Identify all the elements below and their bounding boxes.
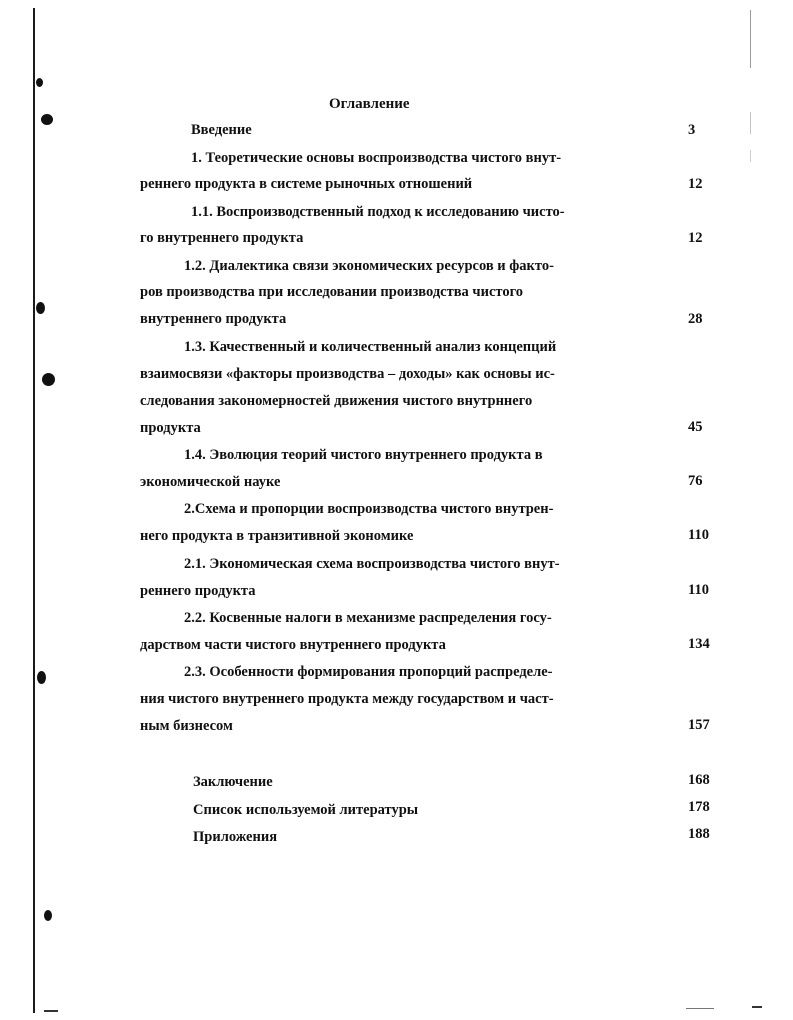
toc-s14-page: 76: [688, 473, 703, 489]
toc-s23-line2[interactable]: ния чистого внутреннего продукта между государством и част-: [140, 691, 554, 707]
toc-s12-page: 28: [688, 311, 703, 327]
scan-right-line: [750, 150, 751, 162]
toc-s13-line3[interactable]: следования закономерностей движения чистого внутрннего: [140, 393, 533, 409]
toc-references-label[interactable]: Список используемой литературы: [193, 802, 419, 818]
scan-blot: [36, 302, 45, 314]
toc-s13-line4[interactable]: продукта: [140, 420, 201, 436]
scan-margin-line: [33, 8, 35, 1013]
scan-dash: [752, 1006, 762, 1008]
toc-s23-line1[interactable]: 2.3. Особенности формирования пропорций распределе-: [184, 664, 553, 680]
toc-s21-line2[interactable]: реннего продукта: [140, 583, 256, 599]
scan-blot: [42, 373, 55, 386]
toc-ch2-line1[interactable]: 2.Схема и пропорции воспроизводства чистого внутрен-: [184, 501, 554, 517]
toc-appendices-label[interactable]: Приложения: [193, 829, 278, 845]
toc-ch1-line2[interactable]: реннего продукта в системе рыночных отношений: [140, 176, 473, 192]
toc-s13-page: 45: [688, 419, 703, 435]
toc-ch1-line1[interactable]: 1. Теоретические основы воспроизводства чистого внут-: [191, 150, 562, 166]
scan-blot: [37, 671, 46, 684]
toc-conclusion-page: 168: [688, 772, 710, 788]
scan-dash: [686, 1008, 714, 1009]
toc-ch1-page: 12: [688, 176, 703, 192]
scan-dash: [44, 1010, 58, 1012]
toc-s23-page: 157: [688, 717, 710, 733]
toc-conclusion-label[interactable]: Заключение: [193, 774, 273, 790]
toc-s21-page: 110: [688, 582, 709, 598]
toc-s22-page: 134: [688, 636, 710, 652]
toc-intro-page: 3: [688, 122, 696, 138]
toc-s11-line2[interactable]: го внутреннего продукта: [140, 230, 304, 246]
toc-intro-label[interactable]: Введение: [191, 122, 252, 138]
toc-s22-line1[interactable]: 2.2. Косвенные налоги в механизме распределения госу-: [184, 610, 552, 626]
toc-appendices-page: 188: [688, 826, 710, 842]
toc-s13-line2[interactable]: взаимосвязи «факторы производства – доходы» как основы ис-: [140, 366, 555, 382]
scan-blot: [36, 78, 43, 87]
toc-ch2-line2[interactable]: него продукта в транзитивной экономике: [140, 528, 414, 544]
toc-s13-line1[interactable]: 1.3. Качественный и количественный анализ концепций: [184, 339, 557, 355]
scan-right-line: [750, 112, 751, 134]
toc-s12-line3[interactable]: внутреннего продукта: [140, 311, 287, 327]
scan-right-line: [750, 10, 751, 68]
scan-blot: [44, 910, 52, 921]
scan-blot: [41, 114, 53, 125]
toc-s11-page: 12: [688, 230, 703, 246]
toc-s21-line1[interactable]: 2.1. Экономическая схема воспроизводства чистого внут-: [184, 556, 560, 572]
toc-s22-line2[interactable]: дарством части чистого внутреннего продукта: [140, 637, 446, 653]
toc-s14-line1[interactable]: 1.4. Эволюция теорий чистого внутреннего продукта в: [184, 447, 543, 463]
toc-s23-line3[interactable]: ным бизнесом: [140, 718, 233, 734]
toc-s12-line1[interactable]: 1.2. Диалектика связи экономических ресурсов и факто-: [184, 258, 554, 274]
toc-ch2-page: 110: [688, 527, 709, 543]
toc-s11-line1[interactable]: 1.1. Воспроизводственный подход к исследованию чисто-: [191, 204, 565, 220]
toc-s14-line2[interactable]: экономической науке: [140, 474, 281, 490]
toc-references-page: 178: [688, 799, 710, 815]
toc-s12-line2[interactable]: ров производства при исследовании производства чистого: [140, 284, 524, 300]
toc-title: Оглавление: [329, 96, 410, 112]
